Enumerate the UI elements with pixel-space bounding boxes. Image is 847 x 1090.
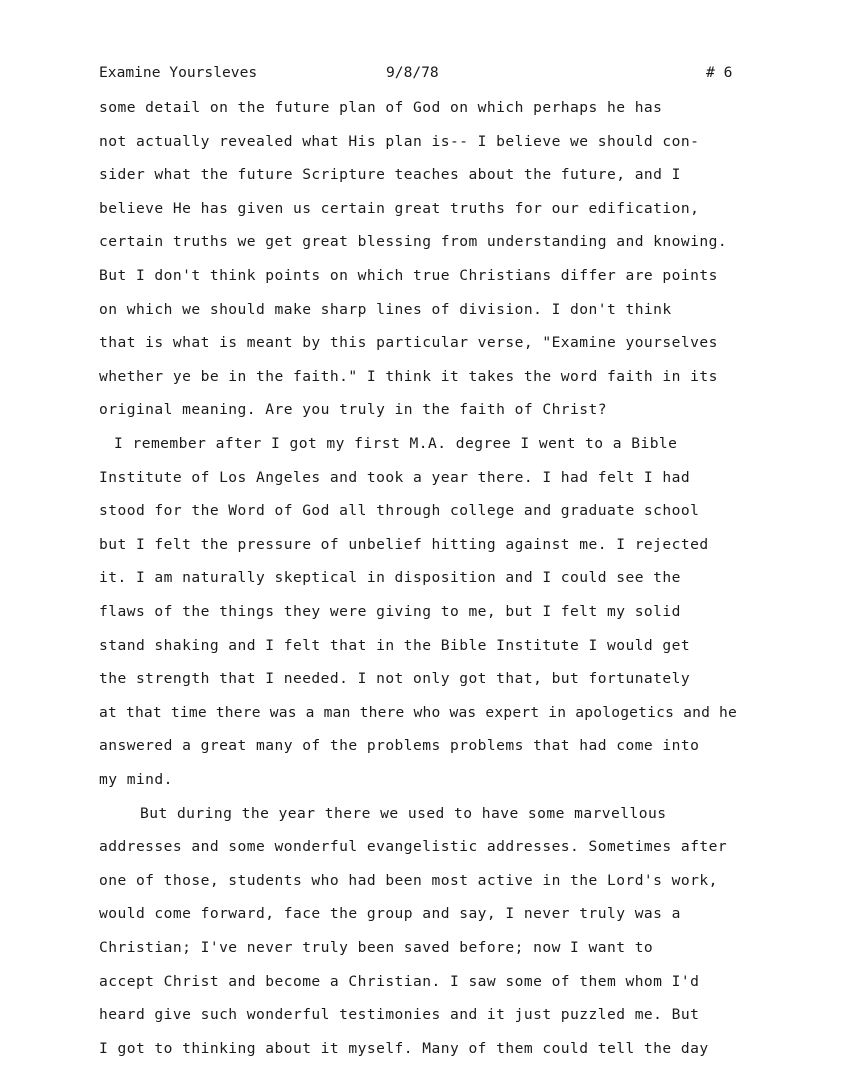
text-line: sider what the future Scripture teaches about the future, and I [99,166,681,184]
text-line: answered a great many of the problems problems that had come into [99,737,700,755]
text-line: some detail on the future plan of God on which perhaps he has [99,99,663,116]
text-line: original meaning. Are you truly in the faith of Christ? [99,401,607,419]
text-line: believe He has given us certain great truths for our edification, [99,199,700,217]
text-line: not actually revealed what His plan is-- I believe we should con- [99,132,700,150]
text-line: my mind. [99,771,173,788]
text-line: but I felt the pressure of unbelief hitting against me. I rejected [99,535,709,553]
text-line: it. I am naturally skeptical in disposition and I could see the [99,569,681,587]
page-header [0,64,847,86]
text-line: that is what is meant by this particular verse, "Examine yourselves [99,334,718,352]
text-line: I got to thinking about it myself. Many of them could tell the day [99,1039,709,1057]
header-page-number: # 6 [706,64,733,81]
text-line: Institute of Los Angeles and took a year there. I had felt I had [99,468,691,486]
text-line: certain truths we get great blessing from understanding and knowing. [99,233,728,251]
text-line: addresses and some wonderful evangelistic addresses. Sometimes after [99,838,728,856]
header-title: Examine Yoursleves [99,64,258,81]
text-line: flaws of the things they were giving to me, but I felt my solid [99,603,681,620]
text-line: heard give such wonderful testimonies and it just puzzled me. But [99,1006,700,1024]
text-line: I remember after I got my first M.A. degree I went to a Bible [114,435,678,452]
text-line: whether ye be in the faith." I think it takes the word faith in its [99,367,718,385]
text-line: But during the year there we used to have some marvellous [140,804,667,822]
text-line: would come forward, face the group and say, I never truly was a [99,905,681,923]
header-date: 9/8/78 [386,64,439,81]
text-line: But I don't think points on which true Christians differ are points [99,267,718,284]
text-line: Christian; I've never truly been saved before; now I want to [99,939,654,956]
text-line: stand shaking and I felt that in the Bible Institute I would get [99,636,691,654]
text-line: at that time there was a man there who was expert in apologetics and he [99,703,738,721]
text-line: on which we should make sharp lines of division. I don't think [99,300,672,318]
text-line: the strength that I needed. I not only got that, but fortunately [99,670,691,688]
text-line: accept Christ and become a Christian. I saw some of them whom I'd [99,972,700,990]
text-line: one of those, students who had been most active in the Lord's work, [99,871,718,889]
text-line: stood for the Word of God all through college and graduate school [99,502,700,520]
